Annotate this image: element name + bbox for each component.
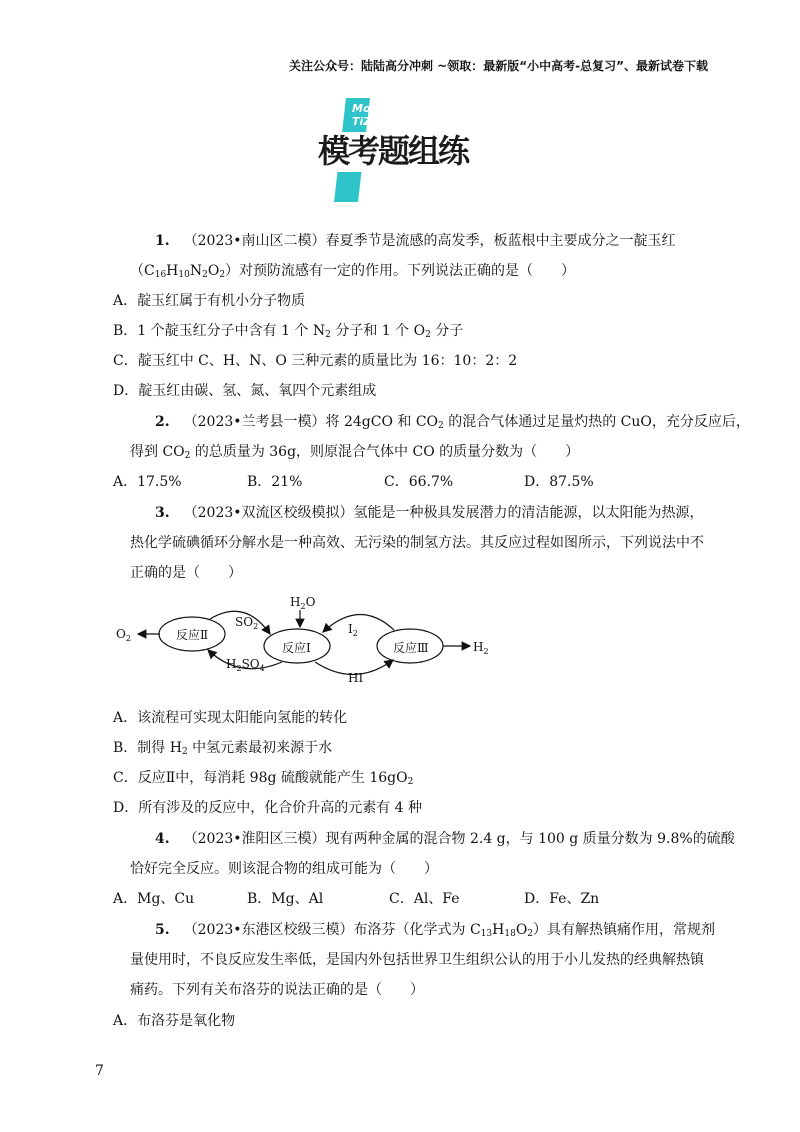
logo-line2: TiZuLian	[352, 115, 406, 128]
q1-line2: $(C_{16}H_{10}N_2O_2)$对预防流感有一定的作用。下列说法正确的是（ ）	[130, 263, 576, 280]
page-header: 关注公众号：陆陆高分冲刺 ~领取：最新版“小中高考-总复习”、最新试卷下载	[289, 59, 708, 73]
label-so2: $SO_2$	[235, 615, 259, 631]
q2-line1: 2. （2023•兰考县一模）将 24gCO 和 $CO_2$ 的混合气体通过足量灼热的 CuO，充分反应后，	[155, 414, 750, 431]
logo-graphic	[318, 98, 478, 202]
label-i2: $I_2$	[348, 622, 358, 638]
q3-number: 3.	[155, 505, 170, 521]
q4-line2: 恰好完全反应。则该混合物的组成可能为（ ）	[130, 861, 438, 877]
q1-line1: 1. （2023•南山区二模）春夏季节是流感的高发季，板蓝根中主要成分之一靛玉红	[155, 233, 676, 249]
label-h2: $H_2$	[473, 640, 489, 656]
reaction-cycle-diagram	[110, 590, 500, 694]
q4-option-b: B．Mg、Al	[247, 891, 324, 907]
q1-number: 1.	[155, 233, 170, 249]
label-hi: HI	[348, 671, 364, 685]
label-h2so4: $H_2SO_4$	[226, 657, 265, 673]
page-number: 7	[95, 1063, 104, 1079]
q4-option-d: D．Fe、Zn	[524, 891, 600, 907]
q2-line2: 得到 $CO_2$ 的总质量为 36g，则原混合气体中 CO 的质量分数为（ ）	[130, 444, 580, 461]
logo-line1: MoKao	[352, 102, 395, 115]
q1-option-c: C．靛玉红中 C、H、N、O 三种元素的质量比为 16：10：2：2	[113, 353, 518, 369]
label-reaction-i: 反应Ⅰ	[282, 641, 311, 655]
q4-number: 4.	[155, 831, 170, 847]
q3-line1: 3. （2023•双流区校级模拟）氢能是一种极具发展潜力的清洁能源，以太阳能为热源，	[155, 505, 704, 521]
q3-option-c: C．反应Ⅱ中，每消耗 98g 硫酸就能产生 $16gO_2$	[113, 770, 414, 787]
q1-option-d: D．靛玉红由碳、氢、氮、氧四个元素组成	[113, 383, 377, 399]
arrow-i2	[323, 614, 394, 632]
label-o2: $O_2$	[116, 627, 131, 643]
logo-title: 模考题组练	[318, 132, 469, 170]
q5-line1: 5. （2023•东港区校级三模）布洛芬（化学式为 $C_{13}H_{18}O_2$）具有解热镇痛作用，常规剂	[155, 922, 716, 939]
q3-option-d: D．所有涉及的反应中，化合价升高的元素有 4 种	[113, 800, 423, 816]
q3-option-b: B．制得 $H_2$ 中氢元素最初来源于水	[113, 740, 333, 757]
label-reaction-iii: 反应Ⅲ	[393, 641, 429, 655]
q3-option-a: A．该流程可实现太阳能向氢能的转化	[113, 710, 348, 726]
q4-option-a: A．Mg、Cu	[113, 891, 195, 907]
q1-option-b: B．1 个靛玉红分子中含有 1 个 $N_2$ 分子和 1 个 $O_2$ 分子	[113, 323, 464, 340]
q5-line3: 痛药。下列有关布洛芬的说法正确的是（ ）	[130, 982, 424, 998]
q2-option-d: D．87.5%	[524, 474, 594, 490]
q2-option-a: A．17.5%	[113, 474, 182, 490]
label-h2o: $H_2O$	[290, 595, 316, 611]
q4-option-c: C．Al、Fe	[389, 891, 460, 907]
q4-line1: 4. （2023•淮阳区三模）现有两种金属的混合物 2.4 g，与 100 g 质量分数为 9.8%的硫酸	[155, 831, 735, 847]
q3-line2: 热化学硫碘循环分解水是一种高效、无污染的制氢方法。其反应过程如图所示，下列说法中不	[130, 535, 704, 551]
q5-option-a: A．布洛芬是氧化物	[113, 1013, 236, 1029]
q2-option-c: C．66.7%	[384, 474, 454, 490]
q5-line2: 量使用时，不良反应发生率低，是国内外包括世界卫生组织公认的用于小儿发热的经典解热镇	[130, 952, 704, 968]
q3-line3: 正确的是（ ）	[130, 565, 242, 581]
label-reaction-ii: 反应Ⅱ	[176, 628, 209, 642]
q2-number: 2.	[155, 414, 170, 430]
mokao-tizulian-logo	[318, 98, 478, 202]
q5-number: 5.	[155, 922, 170, 938]
q1-option-a: A．靛玉红属于有机小分子物质	[113, 293, 306, 309]
q2-option-b: B．21%	[247, 474, 303, 490]
